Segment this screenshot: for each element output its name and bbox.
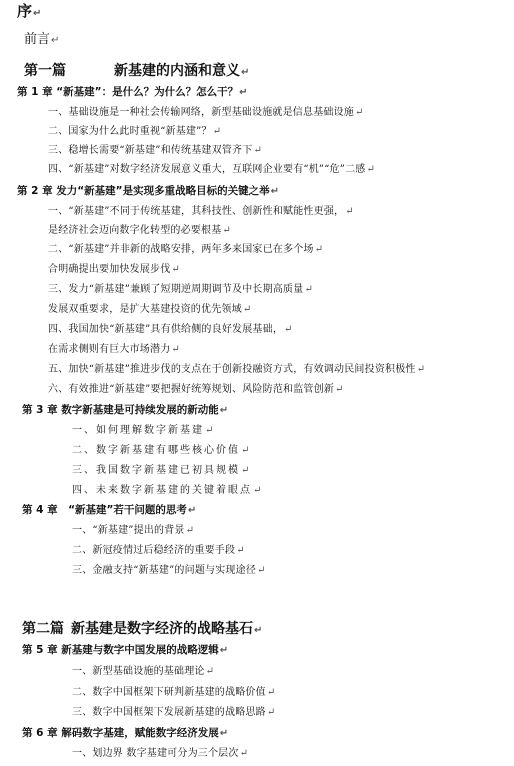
c1-section-2[interactable]: 二、国家为什么此时重视“新基建”？↵ [48,126,222,137]
c4-section-3[interactable]: 三、金融支持“新基建”的问题与实现途径↵ [72,565,266,576]
chapter-4-heading[interactable]: 第 4 章 “新基建”若干问题的思考↵ [22,504,197,516]
c5-section-3[interactable]: 三、数字中国框架下发展新基建的战略思路↵ [72,707,276,718]
c2-section-3[interactable]: 三、发力“新基建”兼顾了短期逆周期调节及中长期高质量↵ [48,284,314,295]
chapter-3-heading[interactable]: 第 3 章 数字新基建是可持续发展的新动能↵ [22,404,229,416]
c3-section-1[interactable]: 一、如何理解数字新基建↵ [72,425,216,436]
c2-section-3-cont[interactable]: 发展双重要求，是扩大基建投资的优先领域↵ [48,304,252,315]
c1-section-4[interactable]: 四、“新基建”对数字经济发展意义重大，互联网企业要有“机”“危”二感↵ [48,164,376,175]
c3-section-3[interactable]: 三、我国数字新基建已初具规模↵ [72,465,252,476]
c2-section-5[interactable]: 五、加快“新基建”推进步伐的支点在于创新投融资方式，有效调动民间投资积极性↵ [48,364,426,375]
c2-section-6[interactable]: 六、有效推进“新基建”要把握好统筹规划、风险防范和监管创新↵ [48,384,344,395]
chapter-6-heading[interactable]: 第 6 章 解码数字基建，赋能数字经济发展↵ [22,727,229,739]
preface-heading[interactable]: 序↵ [17,2,42,20]
c4-section-1[interactable]: 一、“新基建”提出的背景↵ [72,525,195,536]
c1-section-1[interactable]: 一、基础设施是一种社会传输网络，新型基础设施就是信息基础设施↵ [48,107,364,118]
c2-section-2[interactable]: 二、“新基建”并非新的战略安排，两年多来国家已在多个场↵ [48,244,324,255]
c2-section-1[interactable]: 一、“新基建”不同于传统基建，其科技性、创新性和赋能性更强，↵ [48,206,354,217]
c2-section-4[interactable]: 四、我国加快“新基建”具有供给侧的良好发展基础，↵ [48,324,293,335]
c2-section-4-cont[interactable]: 在需求侧则有巨大市场潜力↵ [48,344,180,355]
part-2-heading[interactable]: 第二篇 新基建是数字经济的战略基石↵ [22,621,263,637]
foreword-heading[interactable]: 前言↵ [24,32,60,47]
c1-section-3[interactable]: 三、稳增长需要“新基建”和传统基建双管齐下↵ [48,145,263,156]
part-1-heading[interactable]: 第一篇 新基建的内涵和意义↵ [24,63,250,79]
c4-section-2[interactable]: 二、新冠疫情过后稳经济的重要手段↵ [72,545,245,556]
c5-section-2[interactable]: 二、数字中国框架下研判新基建的战略价值↵ [72,687,276,698]
chapter-2-heading[interactable]: 第 2 章 发力“新基建”是实现多重战略目标的关键之举↵ [17,185,279,197]
c3-section-4[interactable]: 四、未来数字新基建的关键着眼点↵ [72,485,264,496]
chapter-5-heading[interactable]: 第 5 章 新基建与数字中国发展的战略逻辑↵ [22,644,229,656]
chapter-1-heading[interactable]: 第 1 章 “新基建”：是什么？为什么？怎么干？↵ [17,86,248,98]
c5-section-1[interactable]: 一、新型基础设施的基础理论↵ [72,666,215,677]
c2-section-2-cont[interactable]: 合明确提出要加快发展步伐↵ [48,264,180,275]
c3-section-2[interactable]: 二、数字新基建有哪些核心价值↵ [72,445,252,456]
c2-section-1-cont[interactable]: 是经济社会迈向数字化转型的必要根基↵ [48,225,231,236]
c6-section-1[interactable]: 一、划边界 数字基建可分为三个层次↵ [72,748,249,759]
